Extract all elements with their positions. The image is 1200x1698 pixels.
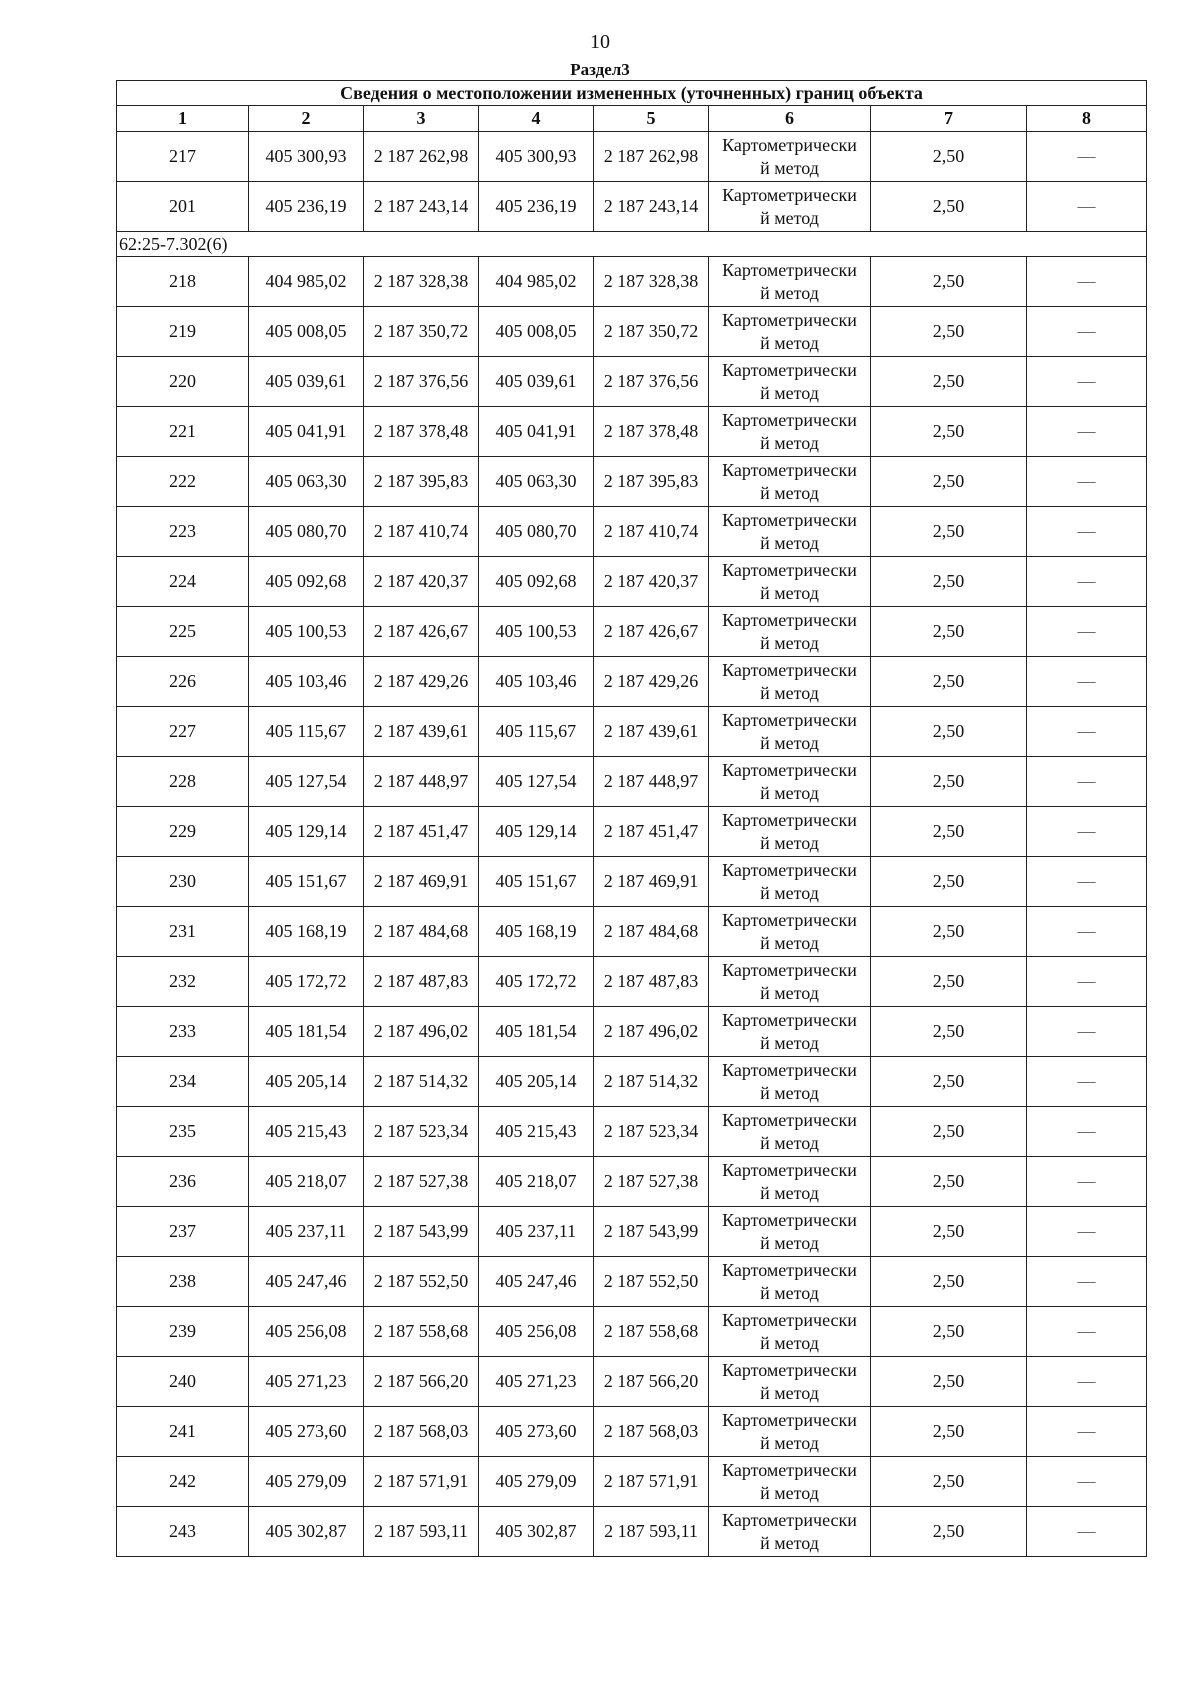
table-cell-c2: 405 063,30 — [249, 457, 364, 507]
method-cell — [709, 457, 871, 507]
table-row — [117, 1057, 1147, 1107]
table-cell-c4: 405 236,19 — [479, 182, 594, 232]
table-cell-c2: 405 039,61 — [249, 357, 364, 407]
table-row — [117, 907, 1147, 957]
table-cell-c5: 2 187 439,61 — [594, 707, 709, 757]
table-cell-c1: 238 — [117, 1257, 249, 1307]
method-cell — [709, 132, 871, 182]
table-cell-c1: 225 — [117, 607, 249, 657]
table-cell-c8: — — [1027, 807, 1147, 857]
method-text: Картометрически й метод — [722, 1209, 857, 1253]
table-cell-c7: 2,50 — [871, 657, 1027, 707]
table-cell-c3: 2 187 262,98 — [364, 132, 479, 182]
method-text: Картометрически й метод — [722, 959, 857, 1003]
table-cell-c7: 2,50 — [871, 457, 1027, 507]
table-cell-c5: 2 187 378,48 — [594, 407, 709, 457]
table-cell-c8: — — [1027, 357, 1147, 407]
table-row — [117, 1157, 1147, 1207]
table-cell-c1: 230 — [117, 857, 249, 907]
table-cell-c8: — — [1027, 1007, 1147, 1057]
method-text: Картометрически й метод — [722, 259, 857, 303]
table-cell-c2: 405 008,05 — [249, 307, 364, 357]
table-cell-c8: — — [1027, 757, 1147, 807]
method-cell — [709, 1107, 871, 1157]
method-cell — [709, 1207, 871, 1257]
table-row — [117, 357, 1147, 407]
table-cell-c3: 2 187 571,91 — [364, 1457, 479, 1507]
table-row — [117, 132, 1147, 182]
table-cell-c1: 223 — [117, 507, 249, 557]
method-text: Картометрически й метод — [722, 459, 857, 503]
table-cell-c7: 2,50 — [871, 1307, 1027, 1357]
table-cell-c8: — — [1027, 1457, 1147, 1507]
table-cell-c4: 405 100,53 — [479, 607, 594, 657]
column-number: 2 — [249, 106, 364, 132]
table-cell-c3: 2 187 328,38 — [364, 257, 479, 307]
table-cell-c2: 405 300,93 — [249, 132, 364, 182]
table-row — [117, 1007, 1147, 1057]
table-cell-c5: 2 187 420,37 — [594, 557, 709, 607]
method-text: Картометрически й метод — [722, 359, 857, 403]
table-cell-c8: — — [1027, 257, 1147, 307]
table-cell-c8: — — [1027, 1057, 1147, 1107]
table-cell-c5: 2 187 527,38 — [594, 1157, 709, 1207]
column-number-row — [117, 106, 1147, 132]
table-cell-c8: — — [1027, 132, 1147, 182]
table-cell-c2: 405 256,08 — [249, 1307, 364, 1357]
table-cell-c3: 2 187 451,47 — [364, 807, 479, 857]
table-cell-c5: 2 187 262,98 — [594, 132, 709, 182]
table-cell-c2: 405 041,91 — [249, 407, 364, 457]
table-row — [117, 807, 1147, 857]
table-cell-c1: 231 — [117, 907, 249, 957]
table-cell-c3: 2 187 420,37 — [364, 557, 479, 607]
table-cell-c7: 2,50 — [871, 357, 1027, 407]
table-cell-c5: 2 187 426,67 — [594, 607, 709, 657]
method-text: Картометрически й метод — [722, 559, 857, 603]
group-label: 62:25-7.302(6) — [117, 232, 1147, 257]
table-row — [117, 1407, 1147, 1457]
table-cell-c5: 2 187 593,11 — [594, 1507, 709, 1557]
table-cell-c1: 233 — [117, 1007, 249, 1057]
table-cell-c4: 405 008,05 — [479, 307, 594, 357]
column-number: 4 — [479, 106, 594, 132]
column-number: 6 — [709, 106, 871, 132]
table-cell-c2: 405 172,72 — [249, 957, 364, 1007]
table-cell-c2: 405 127,54 — [249, 757, 364, 807]
method-cell — [709, 607, 871, 657]
table-cell-c5: 2 187 410,74 — [594, 507, 709, 557]
table-row — [117, 857, 1147, 907]
method-cell — [709, 257, 871, 307]
method-cell — [709, 1157, 871, 1207]
method-cell — [709, 1457, 871, 1507]
table-cell-c7: 2,50 — [871, 1357, 1027, 1407]
table-cell-c1: 229 — [117, 807, 249, 857]
table-cell-c2: 404 985,02 — [249, 257, 364, 307]
table-cell-c2: 405 247,46 — [249, 1257, 364, 1307]
table-row — [117, 1457, 1147, 1507]
table-cell-c4: 405 103,46 — [479, 657, 594, 707]
group-row — [117, 232, 1147, 257]
table-row — [117, 1357, 1147, 1407]
table-cell-c7: 2,50 — [871, 507, 1027, 557]
table-cell-c4: 405 237,11 — [479, 1207, 594, 1257]
table-cell-c8: — — [1027, 557, 1147, 607]
table-cell-c4: 405 271,23 — [479, 1357, 594, 1407]
table-cell-c2: 405 302,87 — [249, 1507, 364, 1557]
column-number: 5 — [594, 106, 709, 132]
table-cell-c4: 405 181,54 — [479, 1007, 594, 1057]
table-row — [117, 707, 1147, 757]
table-cell-c3: 2 187 523,34 — [364, 1107, 479, 1157]
table-cell-c8: — — [1027, 657, 1147, 707]
table-cell-c2: 405 181,54 — [249, 1007, 364, 1057]
table-cell-c7: 2,50 — [871, 907, 1027, 957]
table-cell-c8: — — [1027, 957, 1147, 1007]
table-cell-c3: 2 187 439,61 — [364, 707, 479, 757]
table-cell-c5: 2 187 376,56 — [594, 357, 709, 407]
table-row — [117, 1507, 1147, 1557]
method-text: Картометрически й метод — [722, 184, 857, 228]
table-row — [117, 457, 1147, 507]
table-cell-c7: 2,50 — [871, 1507, 1027, 1557]
table-cell-c8: — — [1027, 1357, 1147, 1407]
method-cell — [709, 657, 871, 707]
table-cell-c8: — — [1027, 182, 1147, 232]
method-text: Картометрически й метод — [722, 134, 857, 178]
method-text: Картометрически й метод — [722, 1359, 857, 1403]
table-cell-c5: 2 187 469,91 — [594, 857, 709, 907]
method-cell — [709, 307, 871, 357]
table-row — [117, 557, 1147, 607]
table-cell-c7: 2,50 — [871, 557, 1027, 607]
table-cell-c2: 405 237,11 — [249, 1207, 364, 1257]
table-row — [117, 957, 1147, 1007]
table-cell-c7: 2,50 — [871, 807, 1027, 857]
table-cell-c1: 242 — [117, 1457, 249, 1507]
method-text: Картометрически й метод — [722, 909, 857, 953]
table-cell-c4: 405 115,67 — [479, 707, 594, 757]
table-cell-c5: 2 187 566,20 — [594, 1357, 709, 1407]
table-cell-c4: 405 092,68 — [479, 557, 594, 607]
method-text: Картометрически й метод — [722, 709, 857, 753]
page-number: 10 — [590, 31, 610, 53]
method-text: Картометрически й метод — [722, 659, 857, 703]
table-cell-c2: 405 129,14 — [249, 807, 364, 857]
table-cell-c3: 2 187 487,83 — [364, 957, 479, 1007]
table-cell-c7: 2,50 — [871, 1257, 1027, 1307]
table-cell-c8: — — [1027, 307, 1147, 357]
table-cell-c2: 405 080,70 — [249, 507, 364, 557]
table-cell-c5: 2 187 243,14 — [594, 182, 709, 232]
table-cell-c8: — — [1027, 1107, 1147, 1157]
table-cell-c1: 224 — [117, 557, 249, 607]
method-text: Картометрически й метод — [722, 759, 857, 803]
table-cell-c2: 405 100,53 — [249, 607, 364, 657]
table-cell-c5: 2 187 487,83 — [594, 957, 709, 1007]
table-row — [117, 257, 1147, 307]
table-cell-c4: 405 041,91 — [479, 407, 594, 457]
table-cell-c3: 2 187 527,38 — [364, 1157, 479, 1207]
table-cell-c8: — — [1027, 1407, 1147, 1457]
method-cell — [709, 182, 871, 232]
table-cell-c4: 405 205,14 — [479, 1057, 594, 1107]
table-cell-c4: 405 172,72 — [479, 957, 594, 1007]
method-text: Картометрически й метод — [722, 1109, 857, 1153]
table-cell-c1: 227 — [117, 707, 249, 757]
table-cell-c7: 2,50 — [871, 757, 1027, 807]
table-cell-c4: 405 039,61 — [479, 357, 594, 407]
table-cell-c4: 405 273,60 — [479, 1407, 594, 1457]
table-row — [117, 657, 1147, 707]
method-text: Картометрически й метод — [722, 609, 857, 653]
method-text: Картометрически й метод — [722, 1059, 857, 1103]
table-cell-c1: 237 — [117, 1207, 249, 1257]
method-cell — [709, 407, 871, 457]
method-cell — [709, 357, 871, 407]
table-cell-c8: — — [1027, 607, 1147, 657]
table-cell-c4: 405 151,67 — [479, 857, 594, 907]
table-cell-c1: 217 — [117, 132, 249, 182]
table-cell-c7: 2,50 — [871, 1057, 1027, 1107]
method-text: Картометрически й метод — [722, 409, 857, 453]
table-cell-c3: 2 187 514,32 — [364, 1057, 479, 1107]
table-cell-c5: 2 187 451,47 — [594, 807, 709, 857]
table-cell-c4: 405 215,43 — [479, 1107, 594, 1157]
table-cell-c3: 2 187 552,50 — [364, 1257, 479, 1307]
table-cell-c5: 2 187 350,72 — [594, 307, 709, 357]
table-body — [117, 81, 1147, 1557]
table-cell-c5: 2 187 328,38 — [594, 257, 709, 307]
table-cell-c7: 2,50 — [871, 957, 1027, 1007]
table-cell-c8: — — [1027, 1507, 1147, 1557]
table-cell-c8: — — [1027, 1307, 1147, 1357]
method-cell — [709, 1507, 871, 1557]
column-number: 7 — [871, 106, 1027, 132]
table-cell-c5: 2 187 558,68 — [594, 1307, 709, 1357]
method-text: Картометрически й метод — [722, 809, 857, 853]
table-cell-c1: 220 — [117, 357, 249, 407]
table-row — [117, 407, 1147, 457]
table-cell-c3: 2 187 448,97 — [364, 757, 479, 807]
table-cell-c3: 2 187 378,48 — [364, 407, 479, 457]
method-cell — [709, 1357, 871, 1407]
method-cell — [709, 1007, 871, 1057]
table-cell-c7: 2,50 — [871, 857, 1027, 907]
table-cell-c8: — — [1027, 857, 1147, 907]
boundaries-table — [116, 80, 1147, 1557]
table-cell-c4: 405 080,70 — [479, 507, 594, 557]
table-cell-c1: 201 — [117, 182, 249, 232]
table-cell-c3: 2 187 410,74 — [364, 507, 479, 557]
table-cell-c2: 405 205,14 — [249, 1057, 364, 1107]
table-cell-c2: 405 218,07 — [249, 1157, 364, 1207]
table-row — [117, 1107, 1147, 1157]
table-cell-c2: 405 215,43 — [249, 1107, 364, 1157]
table-row — [117, 182, 1147, 232]
table-cell-c3: 2 187 243,14 — [364, 182, 479, 232]
table-cell-c3: 2 187 543,99 — [364, 1207, 479, 1257]
table-cell-c5: 2 187 395,83 — [594, 457, 709, 507]
table-cell-c3: 2 187 568,03 — [364, 1407, 479, 1457]
table-cell-c7: 2,50 — [871, 1207, 1027, 1257]
table-row — [117, 1257, 1147, 1307]
table-row — [117, 607, 1147, 657]
table-cell-c3: 2 187 426,67 — [364, 607, 479, 657]
method-text: Картометрически й метод — [722, 1459, 857, 1503]
table-cell-c5: 2 187 568,03 — [594, 1407, 709, 1457]
table-cell-c4: 405 129,14 — [479, 807, 594, 857]
table-cell-c4: 405 168,19 — [479, 907, 594, 957]
method-cell — [709, 857, 871, 907]
table-cell-c2: 405 103,46 — [249, 657, 364, 707]
table-cell-c2: 405 151,67 — [249, 857, 364, 907]
table-cell-c1: 235 — [117, 1107, 249, 1157]
table-cell-c7: 2,50 — [871, 1107, 1027, 1157]
table-cell-c1: 239 — [117, 1307, 249, 1357]
method-cell — [709, 1057, 871, 1107]
table-cell-c3: 2 187 558,68 — [364, 1307, 479, 1357]
table-cell-c7: 2,50 — [871, 1157, 1027, 1207]
method-cell — [709, 907, 871, 957]
table-cell-c7: 2,50 — [871, 607, 1027, 657]
table-cell-c8: — — [1027, 1207, 1147, 1257]
section-title: Раздел3 — [570, 60, 630, 79]
method-text: Картометрически й метод — [722, 509, 857, 553]
table-cell-c5: 2 187 571,91 — [594, 1457, 709, 1507]
table-cell-c3: 2 187 593,11 — [364, 1507, 479, 1557]
table-cell-c4: 405 300,93 — [479, 132, 594, 182]
table-cell-c8: — — [1027, 707, 1147, 757]
table-cell-c1: 226 — [117, 657, 249, 707]
method-text: Картометрически й метод — [722, 1509, 857, 1553]
table-cell-c3: 2 187 395,83 — [364, 457, 479, 507]
table-row — [117, 1307, 1147, 1357]
table-cell-c7: 2,50 — [871, 1457, 1027, 1507]
table-cell-c1: 232 — [117, 957, 249, 1007]
method-text: Картометрически й метод — [722, 1159, 857, 1203]
table-cell-c3: 2 187 496,02 — [364, 1007, 479, 1057]
table-cell-c7: 2,50 — [871, 1407, 1027, 1457]
table-cell-c1: 234 — [117, 1057, 249, 1107]
method-cell — [709, 1307, 871, 1357]
table-cell-c7: 2,50 — [871, 132, 1027, 182]
table-cell-c1: 240 — [117, 1357, 249, 1407]
table-cell-c1: 236 — [117, 1157, 249, 1207]
table-cell-c4: 405 302,87 — [479, 1507, 594, 1557]
table-cell-c7: 2,50 — [871, 707, 1027, 757]
table-cell-c8: — — [1027, 407, 1147, 457]
table-row — [117, 1207, 1147, 1257]
column-number: 8 — [1027, 106, 1147, 132]
table-cell-c3: 2 187 429,26 — [364, 657, 479, 707]
table-cell-c4: 405 279,09 — [479, 1457, 594, 1507]
table-cell-c8: — — [1027, 1157, 1147, 1207]
table-cell-c8: — — [1027, 507, 1147, 557]
table-row — [117, 757, 1147, 807]
table-cell-c7: 2,50 — [871, 257, 1027, 307]
table-cell-c2: 405 168,19 — [249, 907, 364, 957]
table-cell-c1: 219 — [117, 307, 249, 357]
table-cell-c1: 241 — [117, 1407, 249, 1457]
method-cell — [709, 557, 871, 607]
table-cell-c4: 405 063,30 — [479, 457, 594, 507]
table-cell-c5: 2 187 429,26 — [594, 657, 709, 707]
table-cell-c4: 405 127,54 — [479, 757, 594, 807]
method-text: Картометрически й метод — [722, 859, 857, 903]
method-text: Картометрически й метод — [722, 1009, 857, 1053]
table-cell-c5: 2 187 448,97 — [594, 757, 709, 807]
method-cell — [709, 507, 871, 557]
table-cell-c2: 405 092,68 — [249, 557, 364, 607]
table-cell-c2: 405 271,23 — [249, 1357, 364, 1407]
table-cell-c8: — — [1027, 1257, 1147, 1307]
table-cell-c7: 2,50 — [871, 182, 1027, 232]
table-cell-c3: 2 187 484,68 — [364, 907, 479, 957]
table-cell-c7: 2,50 — [871, 407, 1027, 457]
table-cell-c5: 2 187 523,34 — [594, 1107, 709, 1157]
table-cell-c3: 2 187 566,20 — [364, 1357, 479, 1407]
table-cell-c5: 2 187 552,50 — [594, 1257, 709, 1307]
table-cell-c2: 405 236,19 — [249, 182, 364, 232]
table-cell-c2: 405 115,67 — [249, 707, 364, 757]
column-number: 1 — [117, 106, 249, 132]
table-cell-c2: 405 273,60 — [249, 1407, 364, 1457]
table-cell-c5: 2 187 514,32 — [594, 1057, 709, 1107]
method-cell — [709, 1407, 871, 1457]
table-cell-c2: 405 279,09 — [249, 1457, 364, 1507]
method-text: Картометрически й метод — [722, 309, 857, 353]
table-cell-c8: — — [1027, 907, 1147, 957]
table-cell-c7: 2,50 — [871, 1007, 1027, 1057]
table-cell-c3: 2 187 469,91 — [364, 857, 479, 907]
table-cell-c5: 2 187 484,68 — [594, 907, 709, 957]
table-row — [117, 307, 1147, 357]
table-cell-c4: 405 247,46 — [479, 1257, 594, 1307]
table-cell-c4: 405 256,08 — [479, 1307, 594, 1357]
method-cell — [709, 757, 871, 807]
method-cell — [709, 1257, 871, 1307]
table-cell-c5: 2 187 543,99 — [594, 1207, 709, 1257]
method-cell — [709, 807, 871, 857]
table-cell-c3: 2 187 350,72 — [364, 307, 479, 357]
table-title: Сведения о местоположении измененных (уточненных) границ объекта — [117, 81, 1147, 106]
method-cell — [709, 707, 871, 757]
method-text: Картометрически й метод — [722, 1259, 857, 1303]
table-cell-c1: 221 — [117, 407, 249, 457]
table-cell-c5: 2 187 496,02 — [594, 1007, 709, 1057]
table-cell-c8: — — [1027, 457, 1147, 507]
table-cell-c1: 222 — [117, 457, 249, 507]
table-cell-c3: 2 187 376,56 — [364, 357, 479, 407]
table-title-row — [117, 81, 1147, 106]
table-cell-c1: 243 — [117, 1507, 249, 1557]
column-number: 3 — [364, 106, 479, 132]
method-text: Картометрически й метод — [722, 1309, 857, 1353]
table-cell-c7: 2,50 — [871, 307, 1027, 357]
table-cell-c4: 404 985,02 — [479, 257, 594, 307]
table-cell-c4: 405 218,07 — [479, 1157, 594, 1207]
method-cell — [709, 957, 871, 1007]
table-row — [117, 507, 1147, 557]
table-cell-c1: 218 — [117, 257, 249, 307]
method-text: Картометрически й метод — [722, 1409, 857, 1453]
table-cell-c1: 228 — [117, 757, 249, 807]
